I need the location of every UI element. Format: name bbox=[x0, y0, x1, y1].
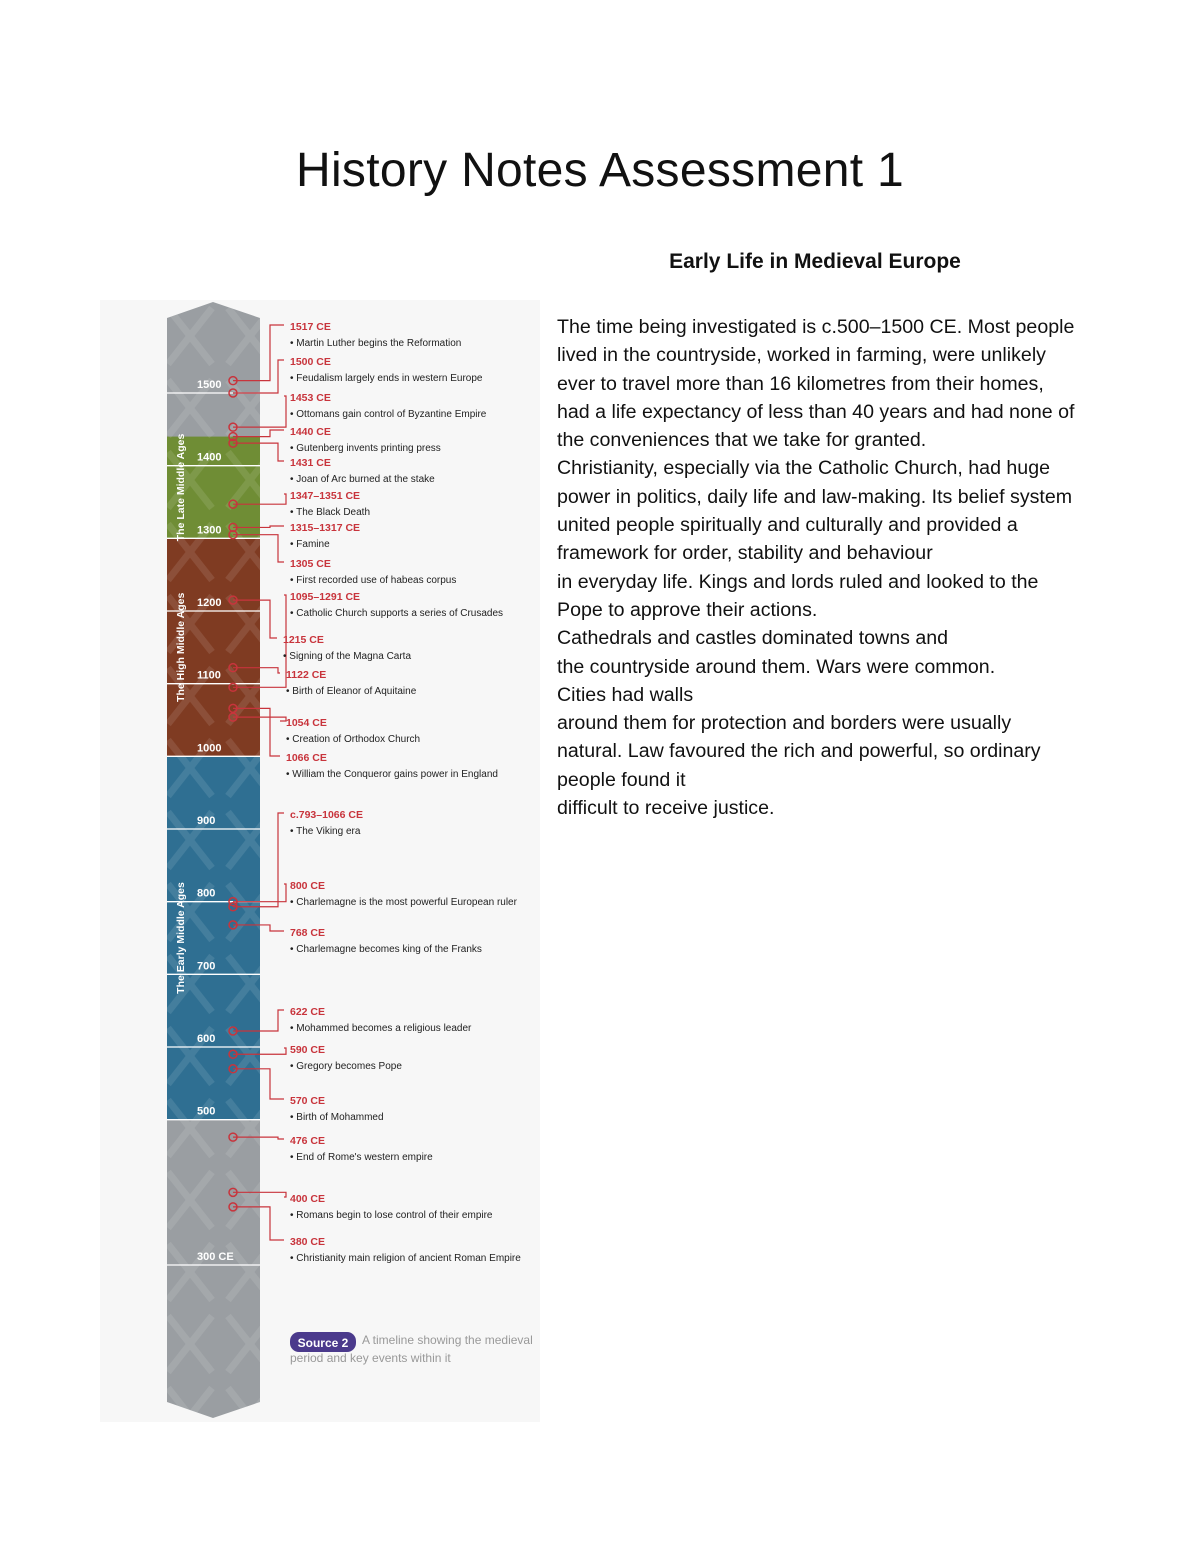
event-description: • Joan of Arc burned at the stake bbox=[290, 474, 435, 485]
era-label: The Early Middle Ages bbox=[175, 882, 187, 994]
event-date: c.793–1066 CE bbox=[290, 809, 363, 821]
tick-label: 1200 bbox=[197, 597, 222, 609]
tick-label: 1500 bbox=[197, 379, 222, 391]
tick-label: 1100 bbox=[197, 669, 221, 682]
event-description: • William the Conqueror gains power in England bbox=[286, 769, 498, 780]
event-date: 1054 CE bbox=[286, 717, 327, 729]
event-date: 400 CE bbox=[290, 1193, 326, 1205]
paragraph: the countryside around them. Wars were common. bbox=[557, 655, 996, 678]
event-date: 1453 CE bbox=[290, 392, 331, 404]
paragraph: Cathedrals and castles dominated towns and bbox=[557, 627, 949, 650]
event-description: • End of Rome's western empire bbox=[290, 1152, 433, 1163]
event-description: • The Viking era bbox=[290, 826, 361, 837]
event-description: • The Black Death bbox=[290, 507, 371, 518]
source-badge-label: Source 2 bbox=[297, 1336, 349, 1350]
section-heading: Early Life in Medieval Europe bbox=[669, 250, 961, 273]
event-date: 1095–1291 CE bbox=[290, 591, 361, 603]
paragraph: Christianity, especially via the Catholic Church, had huge power in politics, daily life and law-making. Its belief system united people spiritually and culturally and provided a framework for order, stability and behaviour bbox=[557, 457, 1073, 565]
event-description: • Charlemagne is the most powerful European ruler bbox=[290, 897, 517, 908]
event-date: 1305 CE bbox=[290, 558, 331, 570]
tick-label: 900 bbox=[197, 815, 216, 827]
event-date: 570 CE bbox=[290, 1095, 326, 1107]
tick-label: 800 bbox=[197, 887, 216, 900]
era-label: The Late Middle Ages bbox=[175, 433, 187, 542]
page-title: History Notes Assessment 1 bbox=[295, 144, 904, 197]
event-date: 1500 CE bbox=[290, 356, 331, 368]
event-date: 1347–1351 CE bbox=[290, 490, 361, 502]
event-date: 476 CE bbox=[290, 1135, 326, 1147]
tick-label: 700 bbox=[197, 960, 216, 973]
paragraph: difficult to receive justice. bbox=[557, 797, 775, 820]
event-date: 800 CE bbox=[290, 880, 326, 892]
caption-text: A timeline showing the medieval period and key events within it bbox=[290, 1333, 533, 1365]
event-description: • Charlemagne becomes king of the Franks bbox=[290, 944, 482, 955]
event-description: • Ottomans gain control of Byzantine Empire bbox=[290, 409, 487, 420]
event-date: 1440 CE bbox=[290, 426, 331, 438]
era-label: The High Middle Ages bbox=[175, 592, 187, 702]
event-description: • Signing of the Magna Carta bbox=[283, 651, 412, 662]
event-description: • Gregory becomes Pope bbox=[290, 1061, 402, 1072]
event-description: • Feudalism largely ends in western Europe bbox=[290, 373, 483, 384]
event-date: 590 CE bbox=[290, 1044, 326, 1056]
event-description: • Christianity main religion of ancient Roman Empire bbox=[290, 1253, 521, 1264]
paragraph: in everyday life. Kings and lords ruled and looked to the Pope to approve their actions. bbox=[557, 570, 1039, 621]
event-date: 622 CE bbox=[290, 1006, 326, 1018]
event-description: • Famine bbox=[290, 539, 330, 550]
paragraph: The time being investigated is c.500–1500 CE. Most people lived in the countryside, worked in farming, were unlikely ever to travel more than 16 kilometres from their homes, had a life expectancy of less than 40 years and had none of the conveniences that we take for granted. bbox=[557, 316, 1075, 452]
event-description: • Romans begin to lose control of their empire bbox=[290, 1210, 493, 1221]
tick-label: 600 bbox=[197, 1033, 216, 1045]
event-description: • Creation of Orthodox Church bbox=[286, 734, 421, 745]
tick-label: 500 bbox=[197, 1105, 216, 1118]
paragraph: Cities had walls bbox=[557, 683, 694, 706]
event-date: 380 CE bbox=[290, 1236, 326, 1248]
event-date: 1517 CE bbox=[290, 321, 331, 333]
event-date: 1066 CE bbox=[286, 752, 327, 764]
tick-label: 1000 bbox=[197, 742, 222, 755]
timeline-figure bbox=[100, 300, 540, 1422]
event-date: 768 CE bbox=[290, 927, 326, 939]
event-description: • First recorded use of habeas corpus bbox=[290, 575, 457, 586]
event-description: • Gutenberg invents printing press bbox=[290, 443, 441, 454]
event-description: • Birth of Mohammed bbox=[290, 1112, 384, 1123]
event-date: 1122 CE bbox=[286, 669, 327, 681]
event-date: 1431 CE bbox=[290, 457, 331, 469]
event-description: • Mohammed becomes a religious leader bbox=[290, 1023, 472, 1034]
event-date: 1215 CE bbox=[283, 634, 324, 646]
event-description: • Martin Luther begins the Reformation bbox=[290, 338, 462, 349]
tick-label: 1400 bbox=[197, 451, 222, 464]
event-description: • Catholic Church supports a series of Crusades bbox=[290, 608, 504, 619]
event-description: • Birth of Eleanor of Aquitaine bbox=[286, 686, 417, 697]
event-date: 1315–1317 CE bbox=[290, 522, 361, 534]
timeline-caption bbox=[290, 1331, 540, 1381]
tick-label: 300 CE bbox=[197, 1251, 234, 1263]
body-text bbox=[557, 313, 1077, 822]
paragraph: around them for protection and borders were usually natural. Law favoured the rich and powerful, so ordinary people found it bbox=[557, 712, 1041, 791]
tick-label: 1300 bbox=[197, 524, 222, 537]
